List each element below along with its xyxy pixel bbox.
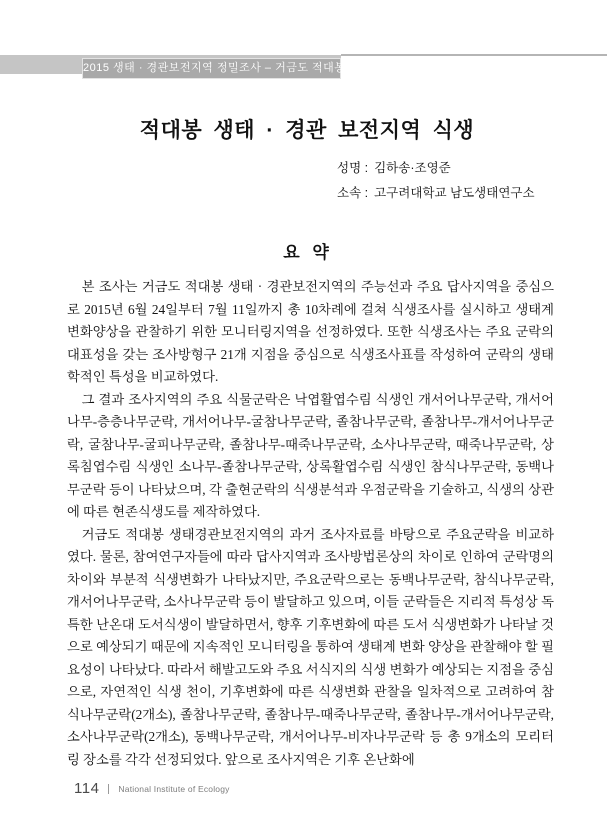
page-footer: [74, 780, 230, 797]
page-number: 114: [74, 780, 100, 797]
header-banner-label: 2015 생태 · 경관보전지역 정밀조사 – 거금도 적대봉: [82, 58, 341, 79]
author-name-row: [337, 156, 535, 181]
author-block: [337, 156, 535, 206]
author-affiliation-value: 고구려대학교 남도생태연구소: [374, 186, 535, 200]
abstract-paragraph-1: 본 조사는 거금도 적대봉 생태 · 경관보전지역의 주능선과 주요 답사지역을 중심으로 2015년 6월 24일부터 7월 11일까지 총 10차례에 걸쳐 식생조사를 실시하고 생태계 변화양상을 관찰하기 위한 모니터링지역을 선정하였다. 또한 식생조사는 주요 군락의 대표성을 갖는 조사방형구 21개 지점을 중심으로 식생조사표를 작성하여 군락의 생태학적인 특성을 비교하였다.: [67, 279, 554, 384]
institute-name: National Institute of Ecology: [118, 783, 230, 794]
author-affiliation-label: 소속 :: [337, 186, 369, 200]
abstract-heading: 요 약: [283, 243, 331, 262]
author-name-label: 성명 :: [337, 161, 369, 175]
footer-divider: [108, 784, 109, 794]
author-name-value: 김하송·조영준: [374, 161, 451, 175]
author-affiliation-row: [337, 181, 535, 206]
document-title: 적대봉 생태 · 경관 보전지역 식생: [139, 119, 475, 142]
abstract-paragraph-3: 거금도 적대봉 생태경관보전지역의 과거 조사자료를 바탕으로 주요군락을 비교하였다. 물론, 참여연구자들에 따라 답사지역과 조사방법론상의 차이로 인하여 군락명의 차이와 부분적 식생변화가 나타났지만, 주요군락으로는 동백나무군락, 참식나무군락, 개서어나무군락, 소사나무군락 등이 발달하고 있으며, 이들 군락들은 지리적 특성상 독특한 난온대 도서식생이 발달하면서, 향후 기후변화에 따른 도서 식생변화가 나타날 것으로 예상되기 때문에 지속적인 모니터링을 통하여 생태계 변화 양상을 관찰해야 할 필요성이 나타났다. 따라서 해발고도와 주요 서식지의 식생 변화가 예상되는 지점을 중심으로, 자연적인 식생 천이, 기후변화에 따른 식생변화 관찰을 일차적으로 고려하여 참식나무군락(2개소), 졸참나무군락, 졸참나무-때죽나무군락, 졸참나무-개서어나무군락, 소사나무군락(2개소), 동백나무군락, 개서어나무-비자나무군락 등 총 9개소의 모리터링 장소를 각각 선정되었다. 앞으로 조사지역은 기후 온난화에: [67, 526, 554, 767]
abstract-paragraph-2: 그 결과 조사지역의 주요 식물군락은 낙엽활엽수림 식생인 개서어나무군락, 개서어나무-층층나무군락, 개서어나무-굴참나무군락, 졸참나무군락, 졸참나무-개서어나무군락, 굴참나무-굴피나무군락, 졸참나무-때죽나무군락, 소사나무군락, 때죽나무군락, 상록침엽수림 식생인 소나무-졸참나무군락, 상록활엽수림 식생인 참식나무군락, 동백나무군락 등이 나타났으며, 각 출현군락의 식생분석과 우점군락을 기술하고, 식생의 상관에 따른 현존식생도를 제작하였다.: [67, 391, 554, 519]
abstract-body: [67, 276, 554, 771]
header-rule-line: [341, 54, 607, 56]
